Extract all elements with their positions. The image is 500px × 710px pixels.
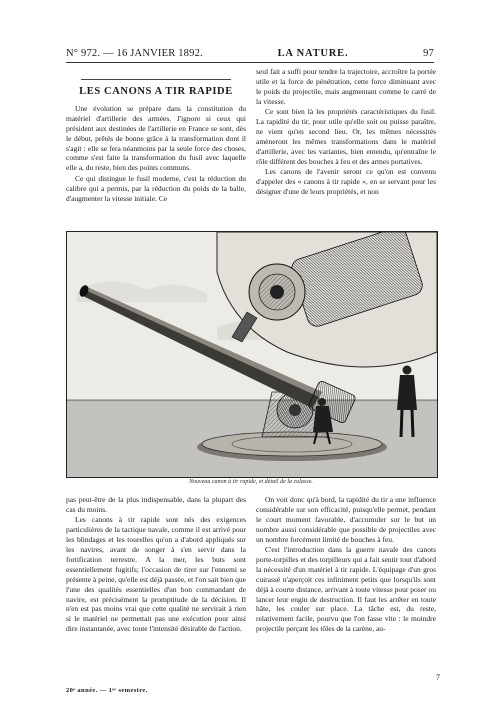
paragraph: Les canons à tir rapide sont nés des exigences particulières de la tactique navale, comme il est arrivé pour les blindages et les tourelles qu'on a d'abord appliqués sur les navires, avant de songer à s'en servir dans la fortification terrestre. A la mer, les buts sont essentiellement fugitifs; l'occasion de tirer sur l'ennemi se présente à peine, qu'elle est déjà passée, et l'on sait bien que l'une des qualités essentielles d'un bon commandant de navire, est précisément la promptitude de la décision. Il n'en est pas moins vrai que cette qualité ne servirait à rien si le matériel ne permettait pas une exécution pour ainsi dire instantanée, avec toute l'intensité désirable de l'action. — [66, 515, 246, 634]
page-header — [66, 48, 434, 63]
paragraph: Ce qui distingue le fusil moderne, c'est la réduction du calibre qui a permis, par la réduction du poids de la balle, d'augmenter la vitesse initiale. Ce — [66, 173, 246, 203]
paragraph: pas peut-être de la plus indispensable, dans la plupart des cas du moins. — [66, 495, 246, 514]
column-bottom-right — [256, 495, 436, 635]
paragraph: Une évolution se prépare dans la constitution du matériel d'artillerie des armées. J'ignore si ceux qui président aux destinées de l'artillerie en France se sont, dès le début, prêtés de bonne grâce à la transformation dont il s'agit : elle se fera néanmoins par la seule force des choses, comme s'est faite la transformation du fusil avec laquelle elle a, du reste, bien des points communs. — [66, 103, 246, 173]
paragraph: C'est l'introduction dans la guerre navale des canots porte-torpilles et des torpilleurs qui a fait sentir tout d'abord la nécessité d'un matériel à tir rapide. L'équipage d'un gros cuirassé n'aperçoit ces infiniment petits que lorsqu'ils sont déjà à courte distance, arrivant à toute vitesse pour poser ou lancer leur engin de destruction. Il faut les arrêter en toute hâte, les couler sur place. La tâche est, du reste, relativement facile, pourvu que l'on fasse vite : le moindre projectile perçant les tôles de la carène, au- — [256, 545, 436, 634]
figure-caption: Nouveau canon à tir rapide, et détail de la culasse. — [189, 479, 313, 485]
column-top-left — [66, 67, 246, 204]
issue-date: N° 972. — 16 JANVIER 1892. — [66, 48, 203, 59]
volume-footer: 20ᵉ année. — 1ᵉʳ semestre. — [66, 687, 148, 694]
column-bottom-left — [66, 495, 246, 635]
paragraph: On voit donc qu'à bord, la rapidité du tir a une influence considérable sur son efficacité, puisqu'elle permet, pendant le court moment favorable, d'accumuler sur le but un nombre aussi considérable que possible de projectiles avec un nombre forcément limité de bouches à feu. — [256, 495, 436, 544]
engraving-figure — [66, 231, 438, 478]
signature-mark: 7 — [436, 673, 440, 682]
page-number: 97 — [423, 48, 434, 59]
paragraph: Les canons de l'avenir seront ce qu'on est convenu d'appeler des « canons à tir rapide », en se servant pour les désigner d'une de leurs propriétés, et non — [256, 167, 436, 196]
rapid-fire-cannon-illustration — [67, 232, 437, 477]
article-title: LES CANONS A TIR RAPIDE — [66, 79, 246, 97]
paragraph: Ce sont bien là les propriétés caractéristiques du fusil. La rapidité du tir, pour utile qu'elle soit ou puisse paraître, ne vient qu'en second lieu. Or, les mêmes nécessités amèneront les mêmes transformations dans le matériel d'artillerie, avec les variantes, bien entendu, qu'entraîne le rôle différent des bouches à feu et des armes portatives. — [256, 107, 436, 166]
magazine-name: LA NATURE. — [277, 48, 349, 59]
paragraph: seul fait a suffi pour tendre la trajectoire, accroître la portée utile et la force de pénétration, cette force diminuant avec le poids du projectile, mais augmentant comme le carré de la vitesse. — [256, 67, 436, 106]
column-top-right — [256, 67, 436, 197]
